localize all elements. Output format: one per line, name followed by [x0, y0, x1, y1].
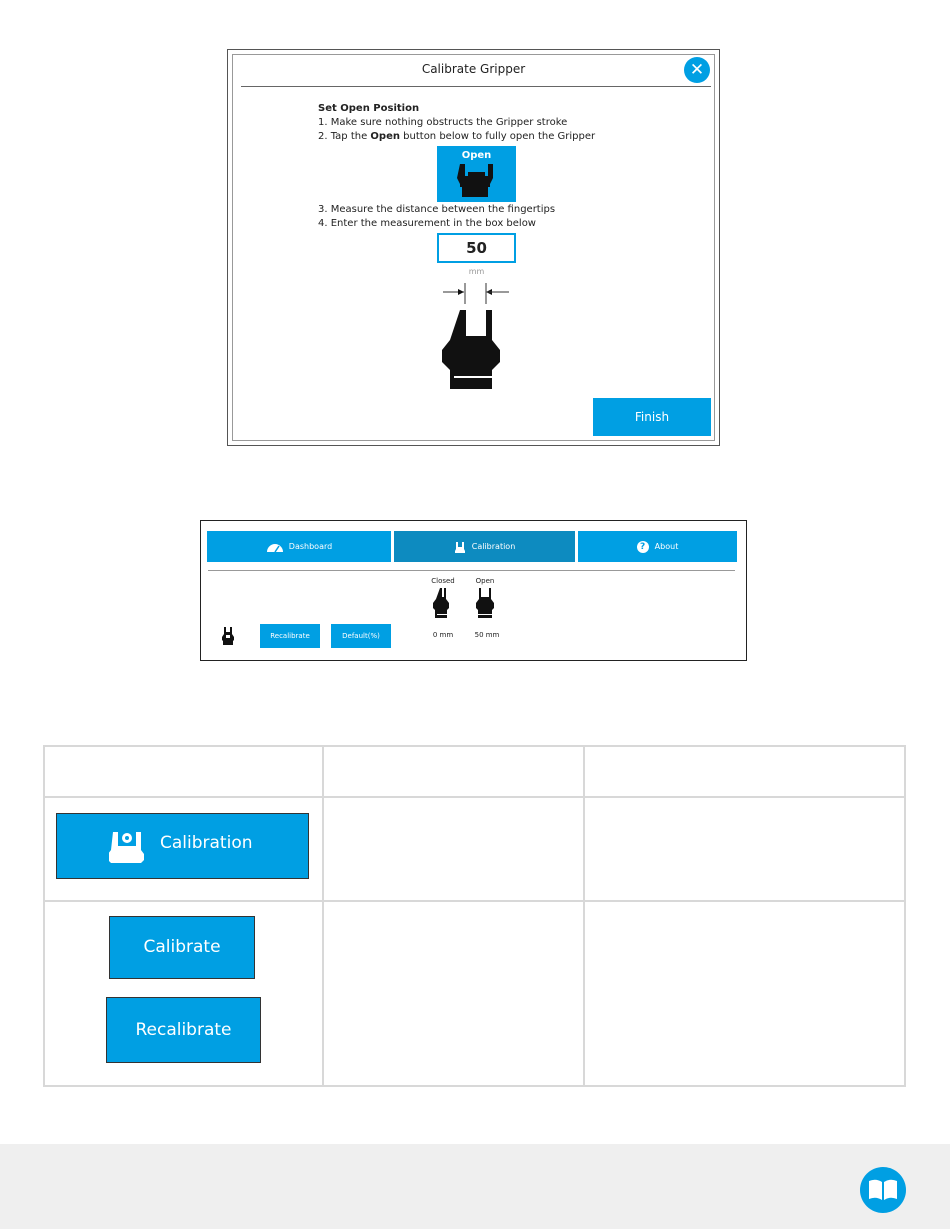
tab-dashboard-label: Dashboard — [288, 542, 333, 551]
closed-value: 0 mm — [432, 631, 454, 639]
tab-divider — [208, 570, 735, 571]
recalibrate-button-small[interactable]: Recalibrate — [260, 624, 320, 648]
step-2-pre: 2. Tap the — [318, 131, 371, 142]
gripper-icon — [454, 541, 466, 553]
step-2-post: button below to fully open the Gripper — [399, 131, 596, 142]
gripper-measure-illustration — [440, 280, 512, 392]
manual-book-icon[interactable] — [860, 1167, 906, 1213]
tab-dashboard[interactable] — [207, 531, 391, 562]
gauge-icon — [266, 542, 284, 552]
close-icon[interactable]: ✕ — [684, 57, 710, 83]
table-row-divider — [43, 796, 906, 798]
page-footer — [0, 1144, 950, 1229]
gripper-open-small-icon — [475, 587, 495, 619]
open-label: Open — [475, 577, 495, 585]
measurement-unit: mm — [468, 267, 485, 276]
default-percent-button[interactable]: Default(%) — [331, 624, 391, 648]
calibration-button-label: Calibration — [160, 833, 253, 853]
table-row-divider — [43, 900, 906, 902]
step-4: 4. Enter the measurement in the box below — [318, 218, 536, 229]
gripper-closed-icon — [433, 587, 453, 619]
dialog-divider — [241, 86, 711, 87]
step-2-bold: Open — [370, 131, 400, 142]
tab-calibration-label: Calibration — [471, 542, 516, 551]
step-heading: Set Open Position — [318, 103, 420, 114]
open-button-label: Open — [461, 150, 492, 161]
question-icon: ? — [637, 541, 649, 553]
open-value: 50 mm — [474, 631, 500, 639]
dialog-title: Calibrate Gripper — [421, 62, 526, 76]
closed-label: Closed — [431, 577, 455, 585]
step-1: 1. Make sure nothing obstructs the Gripper stroke — [318, 117, 568, 128]
measurement-input[interactable]: 50 — [437, 233, 516, 263]
step-2 — [318, 131, 595, 142]
step-3: 3. Measure the distance between the fingertips — [318, 204, 556, 215]
finish-button[interactable]: Finish — [593, 398, 711, 436]
gripper-status-icon — [221, 626, 235, 646]
recalibrate-button[interactable]: Recalibrate — [106, 997, 261, 1063]
tab-about[interactable] — [578, 531, 737, 562]
tab-about-label: About — [654, 542, 679, 551]
gripper-gear-icon — [109, 830, 145, 864]
book-icon — [860, 1167, 906, 1213]
calibrate-button[interactable]: Calibrate — [109, 916, 255, 979]
tab-calibration[interactable] — [394, 531, 575, 562]
